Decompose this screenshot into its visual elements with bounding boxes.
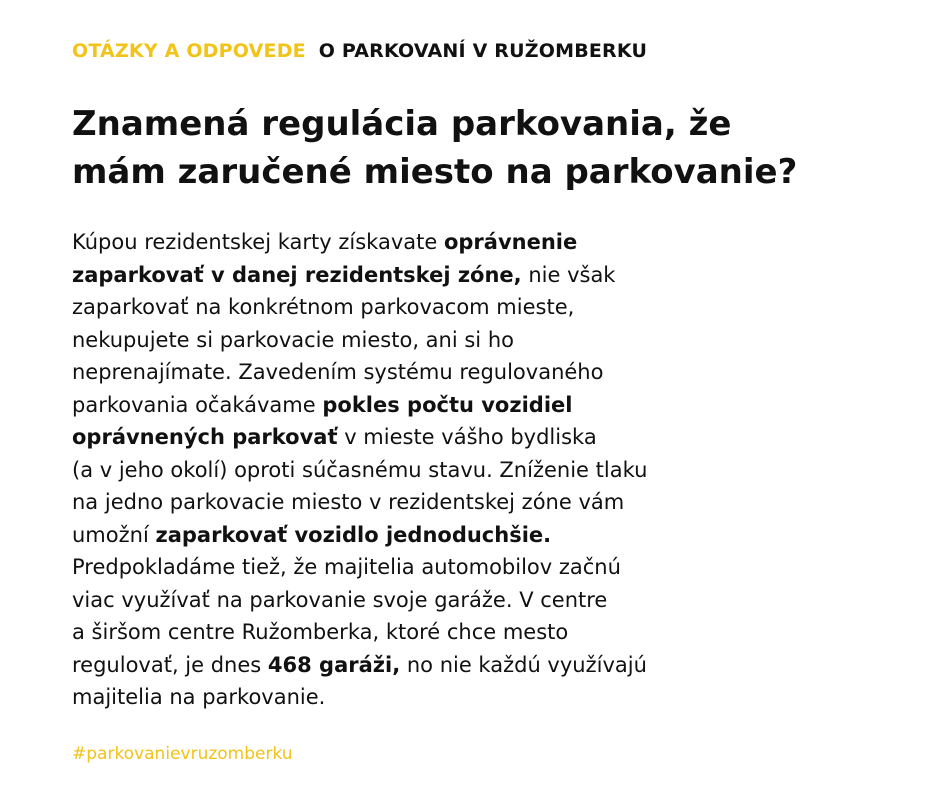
answer-text: majitelia na parkovanie. bbox=[72, 685, 326, 709]
header bbox=[72, 40, 647, 62]
answer-text: nie však bbox=[521, 262, 616, 287]
answer-text: regulovať, je dnes bbox=[72, 652, 268, 677]
answer-text: parkovania očakávame bbox=[72, 392, 323, 417]
answer-text: neprenajímate. Zavedením systému regulovaného bbox=[72, 360, 604, 384]
page-title bbox=[72, 100, 922, 196]
answer-text: v mieste vášho bydliska bbox=[337, 425, 597, 449]
answer-paragraph bbox=[72, 226, 872, 714]
answer-text: Predpokladáme tiež, že majitelia automobilov začnú bbox=[72, 555, 621, 579]
answer-text: (a v jeho okolí) oproti súčasnému stavu. Zníženie tlaku bbox=[72, 457, 648, 482]
title-line: mám zaručené miesto na parkovanie? bbox=[72, 152, 798, 192]
hashtag: #parkovanievruzomberku bbox=[72, 744, 293, 764]
answer-highlight: 468 garáži, bbox=[267, 652, 401, 677]
answer-text: umožní bbox=[72, 522, 156, 547]
answer-text: a širšom centre Ružomberka, ktoré chce mesto bbox=[72, 620, 569, 644]
header-topic: O PARKOVANÍ V RUŽOMBERKU bbox=[318, 40, 648, 62]
answer-highlight: pokles počtu vozidiel bbox=[322, 392, 573, 417]
answer-text: nekupujete si parkovacie miesto, ani si ho bbox=[72, 327, 514, 352]
answer-text: na jedno parkovacie miesto v rezidentskej zóne vám bbox=[72, 490, 625, 514]
header-kicker: OTÁZKY A ODPOVEDE bbox=[72, 40, 306, 62]
answer-highlight: zaparkovať vozidlo jednoduchšie. bbox=[155, 522, 552, 547]
answer-highlight: oprávnených parkovať bbox=[72, 425, 338, 449]
answer-highlight: oprávnenie bbox=[443, 230, 578, 254]
answer-text: viac využívať na parkovanie svoje garáže. V centre bbox=[72, 587, 608, 612]
title-line: Znamená regulácia parkovania, že bbox=[72, 104, 732, 144]
answer-text: zaparkovať na konkrétnom parkovacom mieste, bbox=[72, 295, 575, 319]
answer-highlight: zaparkovať v danej rezidentskej zóne, bbox=[72, 262, 522, 287]
answer-text: Kúpou rezidentskej karty získavate bbox=[72, 230, 444, 254]
answer-text: no nie každú využívajú bbox=[400, 652, 647, 677]
